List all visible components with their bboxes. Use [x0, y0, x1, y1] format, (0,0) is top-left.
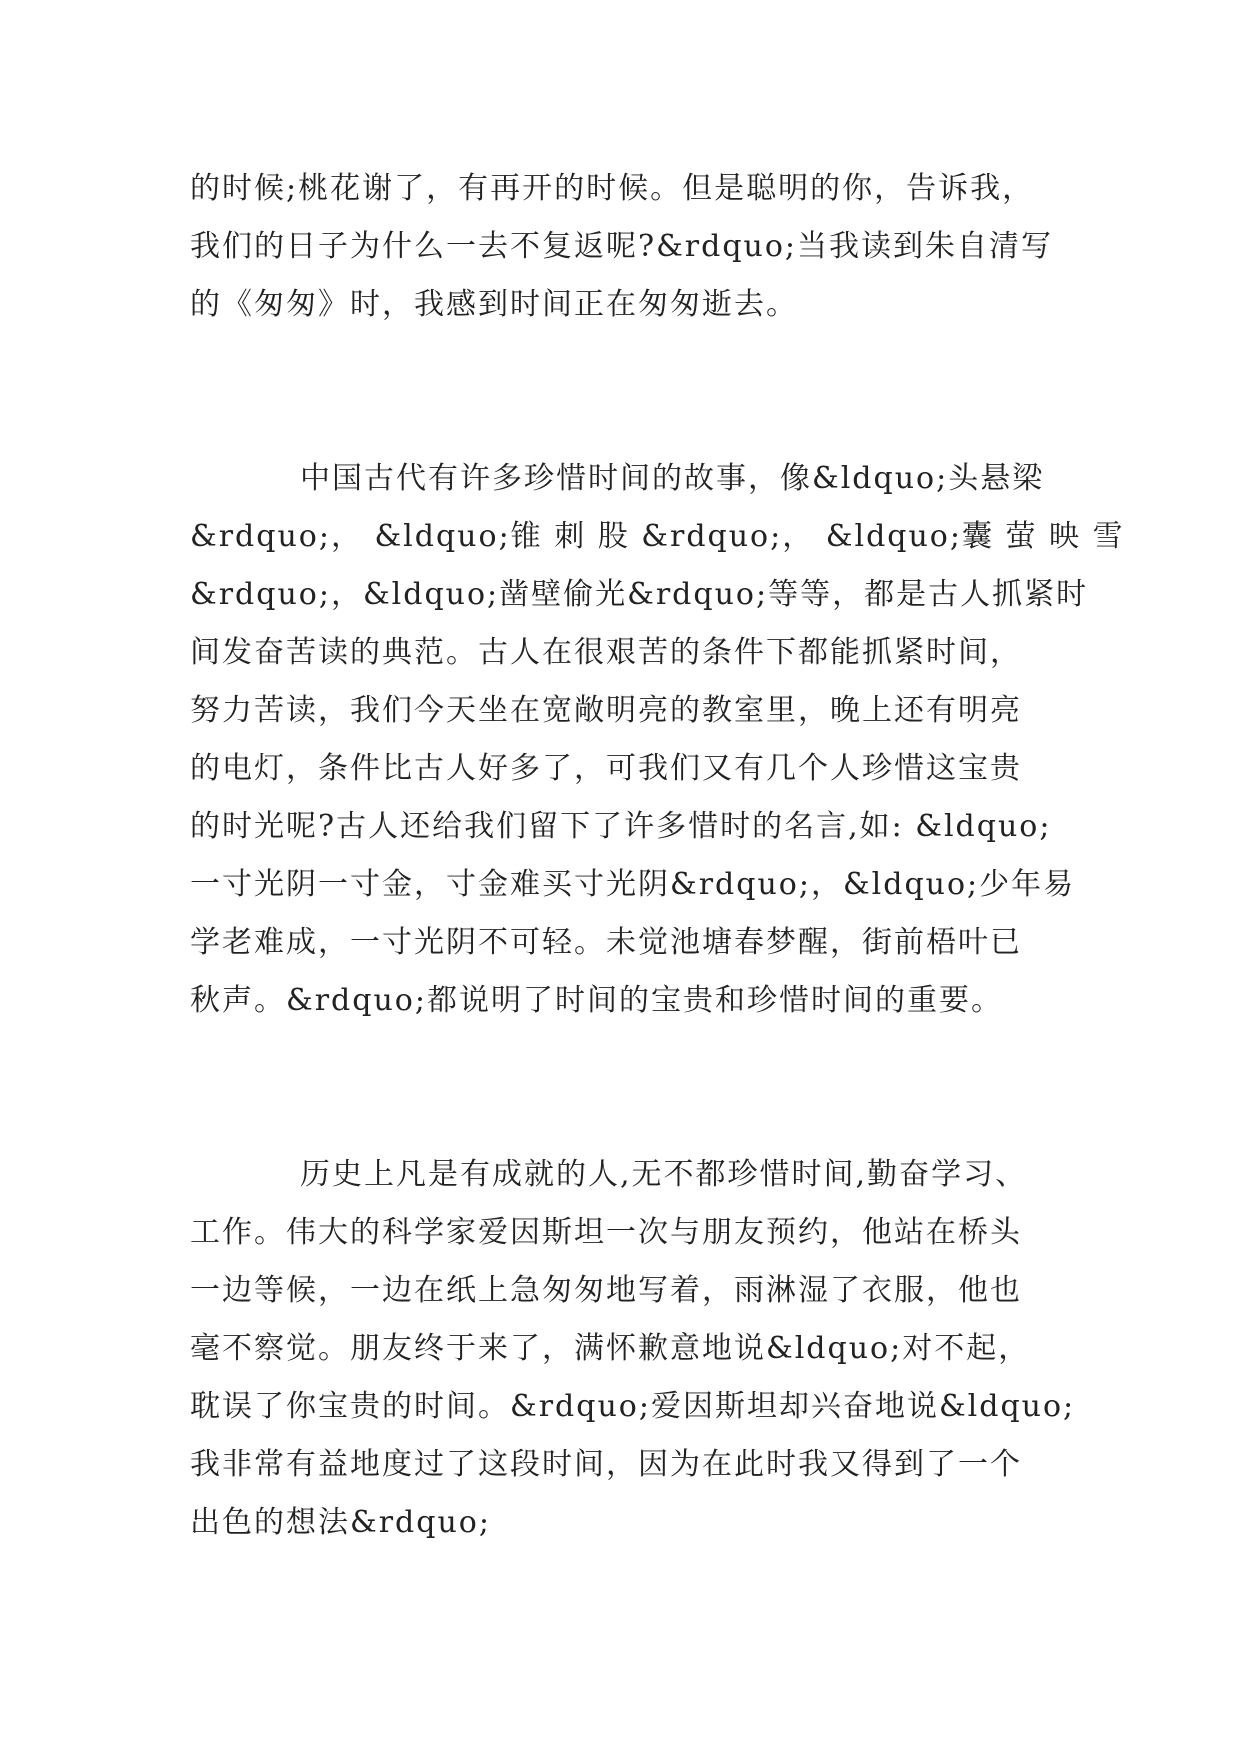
paragraph-line: 一边等候，一边在纸上急匆匆地写着，雨淋湿了衣服，他也 [190, 1273, 1022, 1308]
paragraph-2 [190, 450, 1125, 1030]
paragraph-line: 间发奋苦读的典范。古人在很艰苦的条件下都能抓紧时间， [190, 635, 1022, 670]
paragraph-3 [190, 1146, 1076, 1552]
paragraph-1 [190, 160, 1070, 334]
paragraph-line: 学老难成，一寸光阴不可轻。未觉池塘春梦醒，街前梧叶已 [190, 925, 1022, 960]
paragraph-line: 毫不察觉。朋友终于来了，满怀歉意地说&ldquo;对不起， [190, 1331, 1031, 1366]
paragraph-line: 的时候;桃花谢了，有再开的时候。但是聪明的你，告诉我， [190, 171, 1035, 206]
paragraph-line: 秋声。&rdquo;都说明了时间的宝贵和珍惜时间的重要。 [190, 983, 1003, 1018]
paragraph-line: 的时光呢?古人还给我们留下了许多惜时的名言,如: &ldquo; [190, 809, 1052, 844]
paragraph-line: &rdquo;， &ldquo;锥 刺 股 &rdquo;， &ldquo;囊 萤 映 雪 [190, 519, 1125, 554]
paragraph-line: 耽误了你宝贵的时间。&rdquo;爱因斯坦却兴奋地说&ldquo; [190, 1389, 1076, 1424]
paragraph-line: 的《匆匆》时，我感到时间正在匆匆逝去。 [190, 287, 798, 322]
paragraph-line: 努力苦读，我们今天坐在宽敞明亮的教室里，晚上还有明亮 [190, 693, 1022, 728]
paragraph-line: 中国古代有许多珍惜时间的故事，像&ldquo;头悬梁 [300, 461, 1045, 496]
paragraph-line: 的电灯，条件比古人好多了，可我们又有几个人珍惜这宝贵 [190, 751, 1022, 786]
paragraph-line: 出色的想法&rdquo; [190, 1505, 491, 1540]
paragraph-line: 历史上凡是有成就的人,无不都珍惜时间,勤奋学习、 [300, 1157, 1028, 1192]
paragraph-line: 我非常有益地度过了这段时间，因为在此时我又得到了一个 [190, 1447, 1022, 1482]
paragraph-line: 工作。伟大的科学家爱因斯坦一次与朋友预约，他站在桥头 [190, 1215, 1022, 1250]
paragraph-line: 我们的日子为什么一去不复返呢?&rdquo;当我读到朱自清写 [190, 229, 1054, 264]
paragraph-line: &rdquo;，&ldquo;凿壁偷光&rdquo;等等，都是古人抓紧时 [190, 577, 1089, 612]
paragraph-line: 一寸光阴一寸金，寸金难买寸光阴&rdquo;，&ldquo;少年易 [190, 867, 1076, 902]
